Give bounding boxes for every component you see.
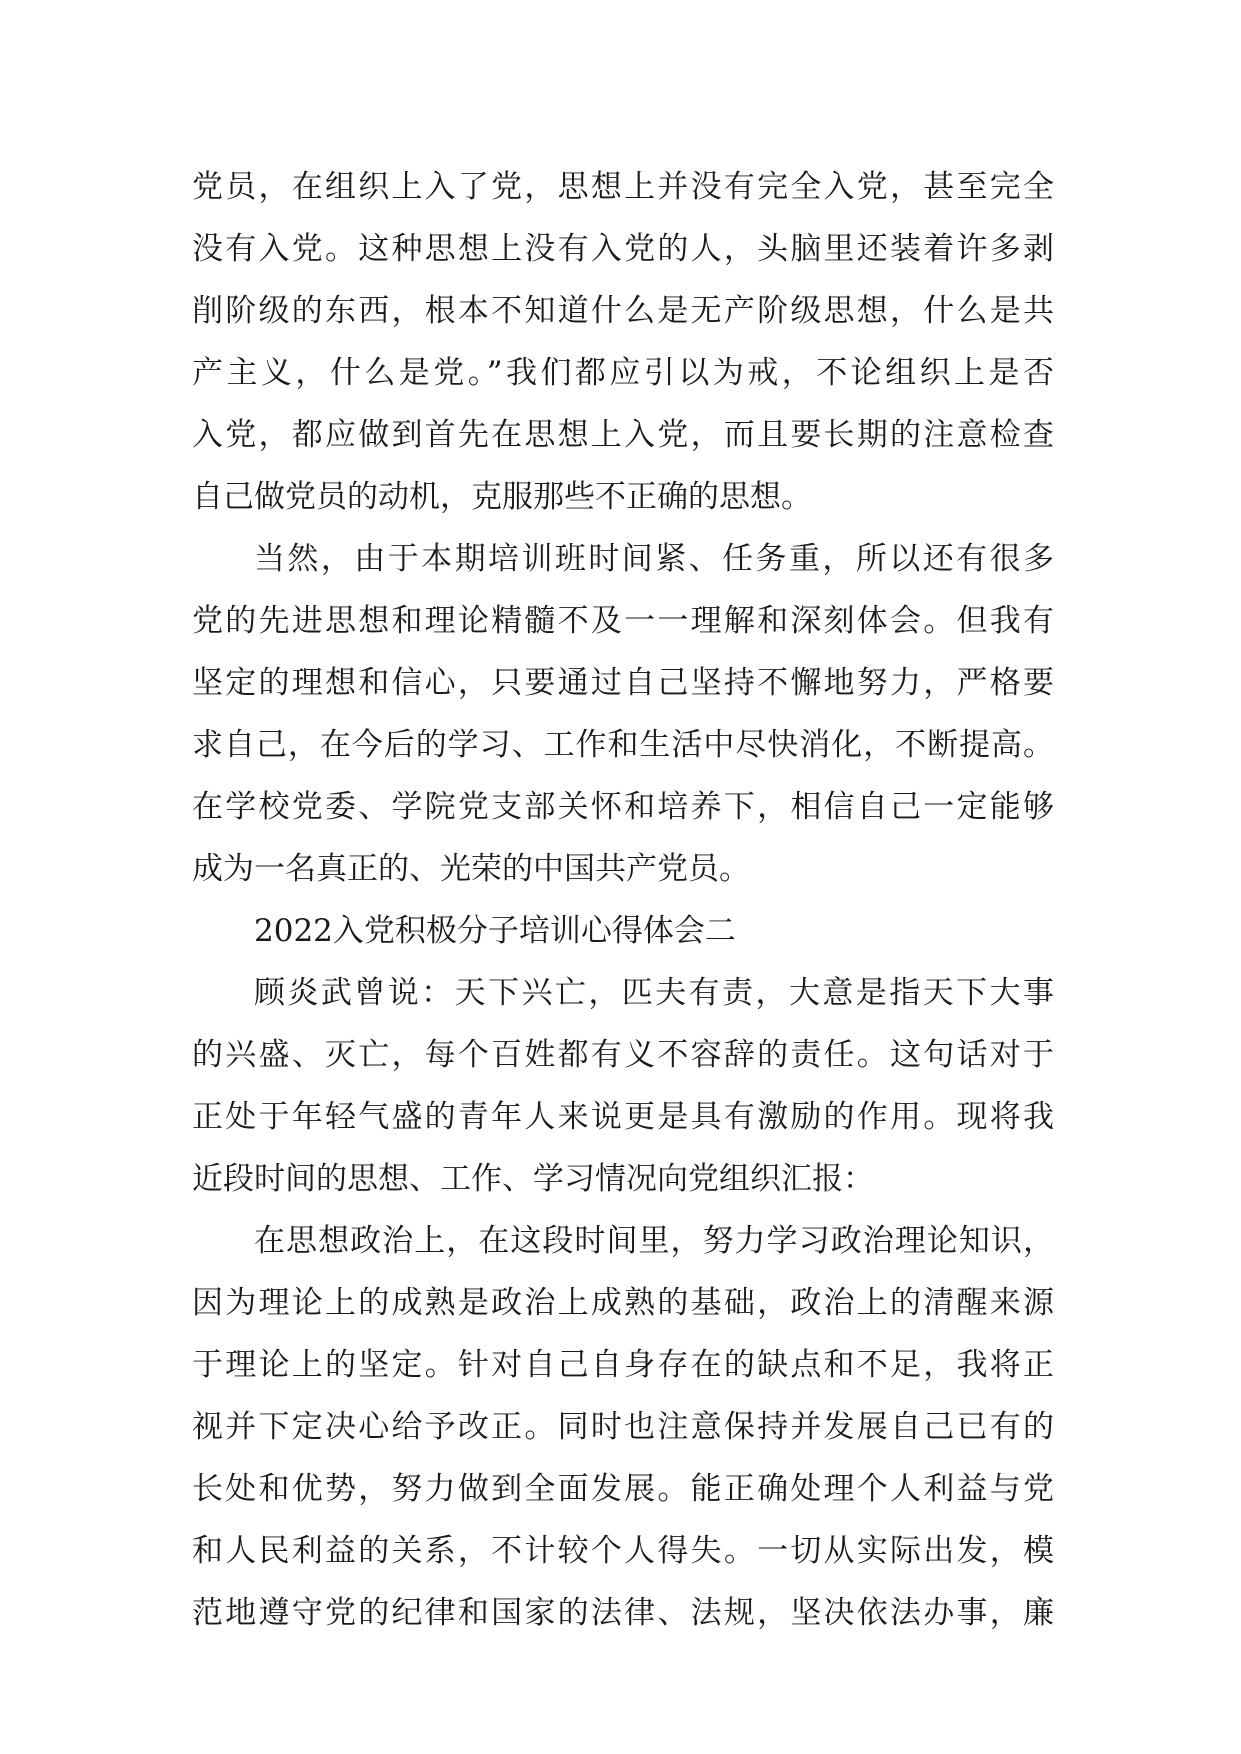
- text-line: 顾炎武曾说：天下兴亡，匹夫有责，大意是指天下大事: [254, 975, 1054, 1011]
- text-line: 产主义，什么是党。”我们都应引以为戒，不论组织上是否: [192, 355, 1054, 391]
- text-line: 当然，由于本期培训班时间紧、任务重，所以还有很多: [254, 541, 1054, 577]
- text-line: 坚定的理想和信心，只要通过自己坚持不懈地努力，严格要: [192, 665, 1054, 701]
- text-line: 近段时间的思想、工作、学习情况向党组织汇报：: [192, 1161, 874, 1197]
- document-body: [192, 156, 1054, 1644]
- text-line: 党的先进思想和理论精髓不及一一理解和深刻体会。但我有: [192, 603, 1054, 639]
- text-line: 没有入党。这种思想上没有入党的人，头脑里还装着许多剥: [192, 231, 1054, 267]
- text-line: 入党，都应做到首先在思想上入党，而且要长期的注意检查: [192, 417, 1054, 453]
- text-line: 长处和优势，努力做到全面发展。能正确处理个人利益与党: [192, 1471, 1054, 1507]
- text-line: 范地遵守党的纪律和国家的法律、法规，坚决依法办事，廉: [192, 1595, 1054, 1631]
- text-line: 自己做党员的动机，克服那些不正确的思想。: [192, 479, 812, 515]
- text-line: 在学校党委、学院党支部关怀和培养下，相信自己一定能够: [192, 789, 1054, 825]
- text-line: 视并下定决心给予改正。同时也注意保持并发展自己已有的: [192, 1409, 1054, 1445]
- text-line: 因为理论上的成熟是政治上成熟的基础，政治上的清醒来源: [192, 1285, 1054, 1321]
- section-heading: 2022入党积极分子培训心得体会二: [254, 913, 736, 949]
- text-line: 党员，在组织上入了党，思想上并没有完全入党，甚至完全: [192, 169, 1054, 205]
- text-line: 于理论上的坚定。针对自己自身存在的缺点和不足，我将正: [192, 1347, 1054, 1383]
- text-line: 成为一名真正的、光荣的中国共产党员。: [192, 851, 750, 887]
- text-line: 求自己，在今后的学习、工作和生活中尽快消化，不断提高。: [192, 727, 1054, 763]
- text-line: 在思想政治上，在这段时间里，努力学习政治理论知识，: [254, 1223, 1054, 1259]
- text-line: 和人民利益的关系，不计较个人得失。一切从实际出发，模: [192, 1533, 1054, 1569]
- text-line: 的兴盛、灭亡，每个百姓都有义不容辞的责任。这句话对于: [192, 1037, 1054, 1073]
- text-line: 削阶级的东西，根本不知道什么是无产阶级思想，什么是共: [192, 293, 1054, 329]
- text-line: 正处于年轻气盛的青年人来说更是具有激励的作用。现将我: [192, 1099, 1054, 1135]
